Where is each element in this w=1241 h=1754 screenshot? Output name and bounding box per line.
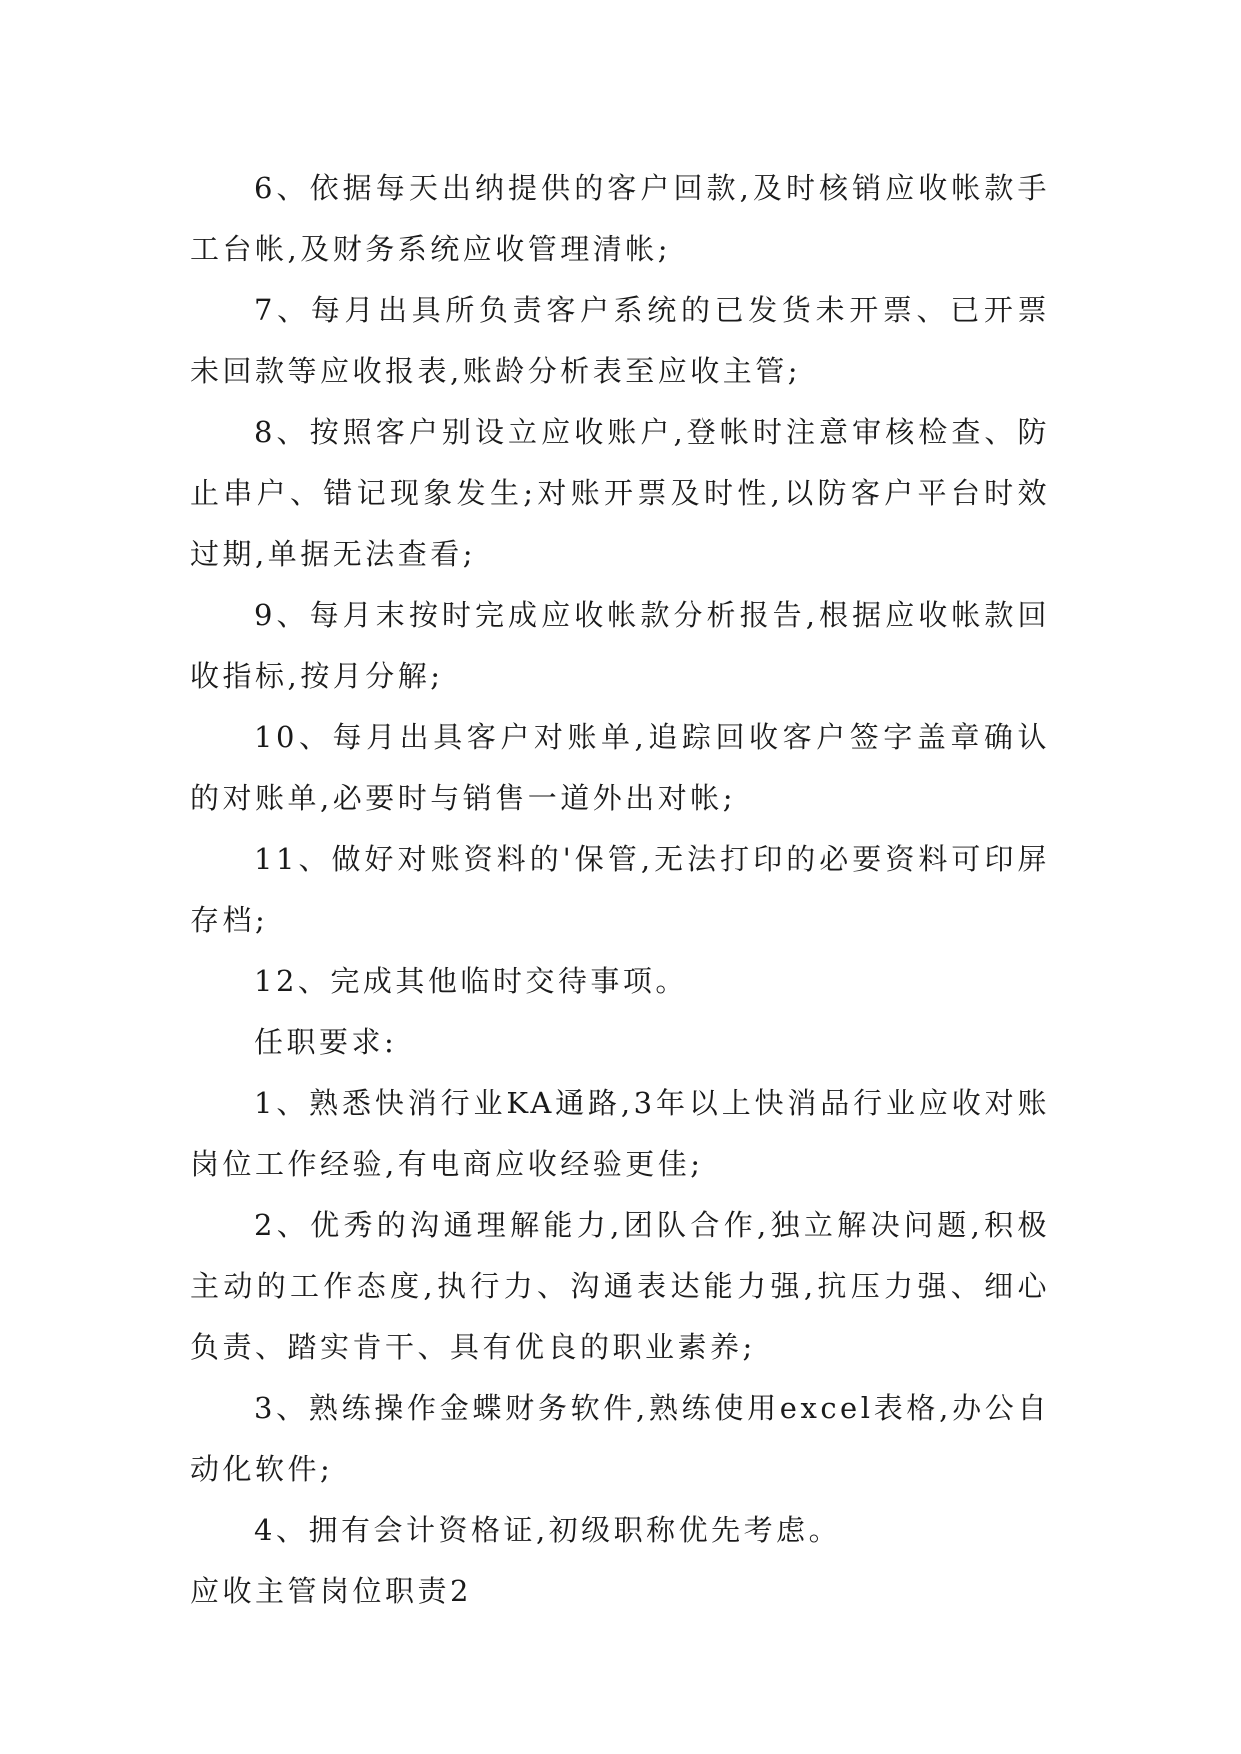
duty-item-11: 11、做好对账资料的'保管,无法打印的必要资料可印屏存档;: [190, 842, 1050, 937]
requirements-heading: 任职要求:: [254, 1025, 398, 1059]
duty-item-10: 10、每月出具客户对账单,追踪回收客户签字盖章确认的对账单,必要时与销售一道外出对帐;: [190, 720, 1050, 815]
requirement-item-4: 4、拥有会计资格证,初级职称优先考虑。: [254, 1513, 842, 1547]
duty-item-7: 7、每月出具所负责客户系统的已发货未开票、已开票未回款等应收报表,账龄分析表至应收主管;: [190, 293, 1050, 388]
duty-item-8: 8、按照客户别设立应收账户,登帐时注意审核检查、防止串户、错记现象发生;对账开票及时性,以防客户平台时效过期,单据无法查看;: [190, 415, 1050, 571]
requirement-item-2: 2、优秀的沟通理解能力,团队合作,独立解决问题,积极主动的工作态度,执行力、沟通表达能力强,抗压力强、细心负责、踏实肯干、具有优良的职业素养;: [190, 1208, 1050, 1364]
duty-item-6: 6、依据每天出纳提供的客户回款,及时核销应收帐款手工台帐,及财务系统应收管理清帐;: [190, 171, 1050, 266]
requirement-item-3: 3、熟练操作金蝶财务软件,熟练使用excel表格,办公自动化软件;: [190, 1391, 1050, 1486]
duty-item-9: 9、每月末按时完成应收帐款分析报告,根据应收帐款回收指标,按月分解;: [190, 598, 1050, 693]
duty-item-12: 12、完成其他临时交待事项。: [254, 964, 688, 998]
document-body: [190, 158, 1050, 1622]
requirement-item-1: 1、熟悉快消行业KA通路,3年以上快消品行业应收对账岗位工作经验,有电商应收经验更佳;: [190, 1086, 1050, 1181]
next-section-title: 应收主管岗位职责2: [190, 1574, 472, 1608]
